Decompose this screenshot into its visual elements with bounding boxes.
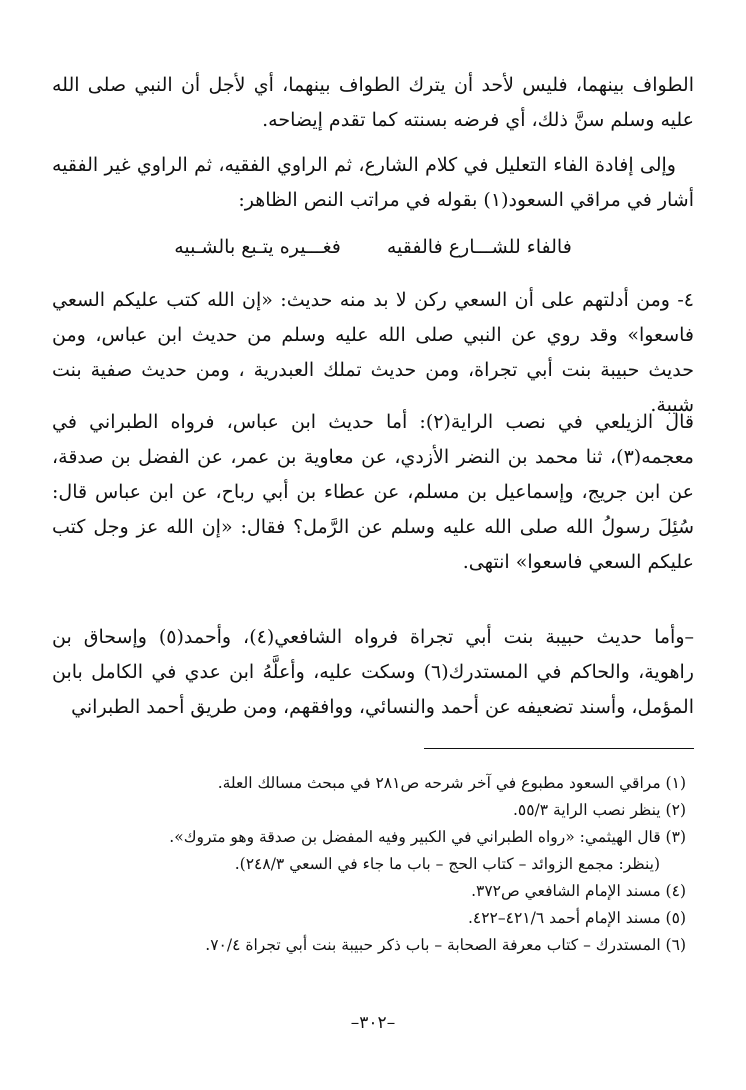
verse-hemistich-second: فغـــيره يتـبع بالشـبيه	[174, 236, 341, 258]
footnotes-list	[52, 770, 686, 959]
footnote-separator	[424, 748, 694, 749]
paragraph-evidence-4: ٤- ومن أدلتهم على أن السعي ركن لا بد منه حديث: «إن الله كتب عليكم السعي فاسعوا» وقد روي عن النبي صلى الله عليه وسلم من حديث ابن عباس، ومن حديث حبيبة بنت أبي تجراة، ومن حديث تملك العبدرية ، ومن حديث صفية بنت شيبة.	[52, 289, 695, 416]
paragraph-zaylai: قال الزيلعي في نصب الراية(٢): أما حديث ابن عباس، فرواه الطبراني في معجمه(٣)، ثنا محمد بن النضر الأزدي، عن معاوية بن عمر، عن الفضل بن صدقة، عن ابن جريج، وإسماعيل بن مسلم، عن عطاء بن أبي رباح، عن ابن عباس قال: سُئِلَ رسولُ الله صلى الله عليه وسلم عن الرَّمل؟ فقال: «إن الله عز وجل كتب عليكم السعي فاسعوا» انتهى.	[52, 411, 694, 573]
poem-verse	[52, 230, 694, 265]
footnote-3: (٣) قال الهيثمي: «رواه الطبراني في الكبير وفيه المفضل بن صدقة وهو متروك».	[169, 828, 686, 846]
footnote-5: (٥) مسند الإمام أحمد ٤٢١/٦–٤٢٢.	[467, 909, 686, 927]
verse-hemistich-first: فالفاء للشـــارع فالفقيه	[386, 236, 572, 258]
footnote-3-continued: (ينظر: مجمع الزوائد – كتاب الحج – باب ما جاء في السعي ٢٤٨/٣).	[234, 855, 660, 873]
paragraph-fa-taalil: وإلى إفادة الفاء التعليل في كلام الشارع، ثم الراوي الفقيه، ثم الراوي غير الفقيه أشار في مراقي السعود(١) بقوله في مراتب النص الظاهر:	[52, 154, 694, 211]
footnote-2: (٢) ينظر نصب الراية ٥٥/٣.	[512, 801, 686, 819]
paragraph-tawaf: الطواف بينهما، فليس لأحد أن يترك الطواف بينهما، أي لأجل أن النبي صلى الله عليه وسلم سنَّ ذلك، أي فرضه بسنته كما تقدم إيضاحه.	[52, 74, 695, 131]
paragraph-habiba-hadith: –وأما حديث حبيبة بنت أبي تجراة فرواه الشافعي(٤)، وأحمد(٥) وإسحاق بن راهوية، والحاكم في المستدرك(٦) وسكت عليه، وأعلَّهُ ابن عدي في الكامل بابن المؤمل، وأسند تضعيفه عن أحمد والنسائي، ووافقهم، ومن طريق أحمد الطبراني	[52, 626, 695, 718]
page-number: –٣٠٢–	[350, 1013, 396, 1033]
footnote-6: (٦) المستدرك – كتاب معرفة الصحابة – باب ذكر حبيبة بنت أبي تجراة ٧٠/٤.	[205, 936, 686, 954]
footnote-4: (٤) مسند الإمام الشافعي ص٣٧٢.	[471, 882, 686, 900]
footnote-1: (١) مراقي السعود مطبوع في آخر شرحه ص٢٨١ في مبحث مسالك العلة.	[217, 774, 686, 792]
